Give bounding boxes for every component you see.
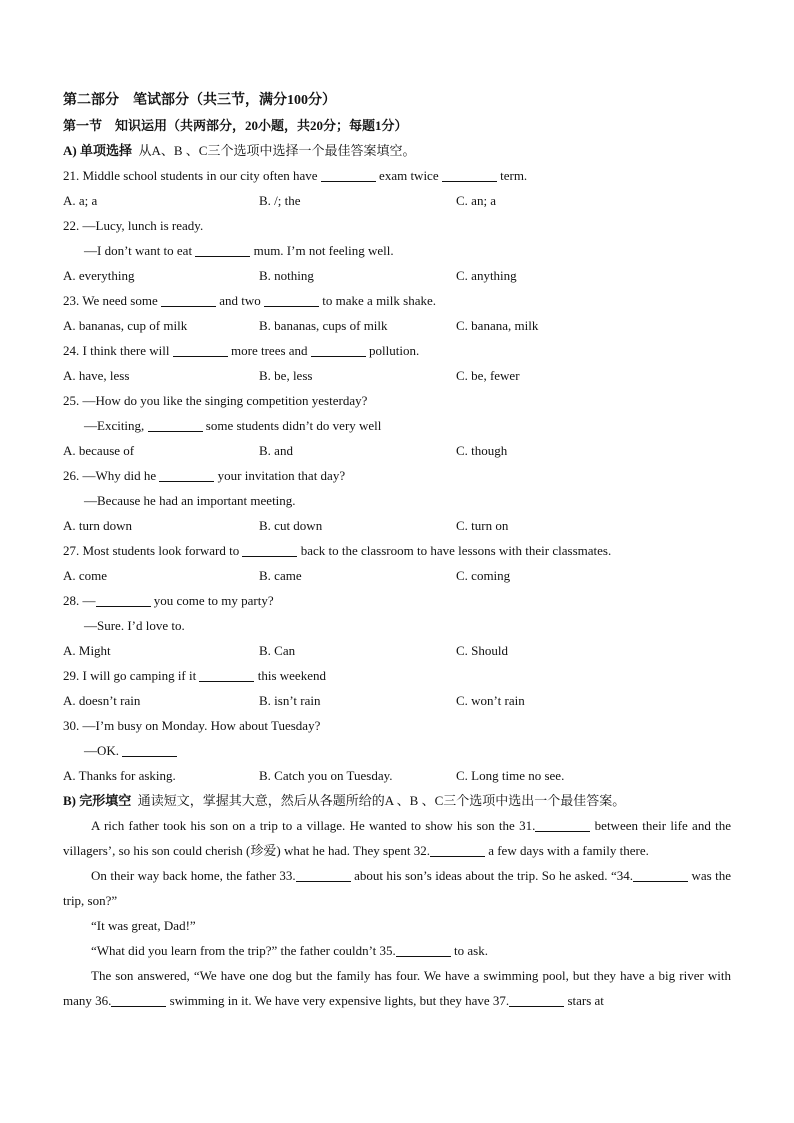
option-b[interactable]: B. came [259,568,302,583]
part-a-label: A) 单项选择 [63,143,132,158]
answer-blank[interactable] [148,417,203,432]
option-a[interactable]: A. everything [63,268,135,283]
answer-blank[interactable] [321,167,376,182]
option-a[interactable]: A. a; a [63,193,98,208]
answer-blank-37[interactable] [509,992,564,1007]
options-27 [63,563,731,588]
question-28-reply: —Sure. I’d love to. [84,618,185,633]
option-b[interactable]: B. /; the [259,193,301,208]
answer-blank-32[interactable] [430,842,485,857]
answer-blank-34[interactable] [633,867,688,882]
option-a[interactable]: A. bananas, cup of milk [63,318,188,333]
answer-blank[interactable] [161,292,216,307]
answer-blank-36[interactable] [111,992,166,1007]
options-29 [63,688,731,713]
passage-paragraph-1: A rich father took his son on a trip to a village. He wanted to show his son the 31. between their life and the villagers’, so his son could cherish (珍爱) what he had. They spent 32. a few days with a family there. [63,818,732,858]
part-title: 第二部分 笔试部分（共三节，满分100分） [63,93,336,108]
option-a[interactable]: A. doesn’t rain [63,693,141,708]
answer-blank[interactable] [264,292,319,307]
option-c[interactable]: C. won’t rain [456,693,525,708]
question-30: 30. —I’m busy on Monday. How about Tuesday? [63,718,321,733]
question-26-reply: —Because he had an important meeting. [84,493,296,508]
option-a[interactable]: A. come [63,568,108,583]
passage-paragraph-4: “What did you learn from the trip?” the father couldn’t 35. to ask. [91,943,488,958]
option-b[interactable]: B. bananas, cups of milk [259,318,388,333]
part-b-heading [63,788,731,813]
option-c[interactable]: C. though [456,443,508,458]
option-b[interactable]: B. nothing [259,268,314,283]
exam-page [63,88,731,1013]
option-b[interactable]: B. be, less [259,368,313,383]
question-21: 21. Middle school students in our city often have exam twice term. [63,168,528,183]
part-b-instruction: 通读短文，掌握其大意，然后从各题所给的A 、B 、C三个选项中选出一个最佳答案。 [137,793,626,808]
question-30-reply: —OK. [63,738,731,763]
passage-paragraph-3: “It was great, Dad!” [91,918,196,933]
options-23 [63,313,731,338]
question-26: 26. —Why did he your invitation that day? [63,468,346,483]
option-a[interactable]: A. Thanks for asking. [63,768,176,783]
options-22 [63,263,731,288]
options-26 [63,513,731,538]
passage-paragraph-2: On their way back home, the father 33. about his son’s ideas about the trip. So he asked. “34. was the trip, son?” [63,868,732,908]
option-a[interactable]: A. because of [63,443,135,458]
answer-blank-35[interactable] [396,942,451,957]
option-a[interactable]: A. Might [63,643,111,658]
answer-blank[interactable] [195,242,250,257]
answer-blank[interactable] [122,742,177,757]
option-b[interactable]: B. and [259,443,293,458]
option-c[interactable]: C. coming [456,568,511,583]
answer-blank[interactable] [96,592,151,607]
answer-blank[interactable] [311,342,366,357]
question-25-reply: —Exciting, some students didn’t do very well [84,418,382,433]
part-b-label: B) 完形填空 [63,793,132,808]
options-21 [63,188,731,213]
part-a-instruction: 从A、B 、C三个选项中选择一个最佳答案填空。 [138,143,416,158]
option-c[interactable]: C. banana, milk [456,318,539,333]
options-25 [63,438,731,463]
answer-blank-33[interactable] [296,867,351,882]
question-29: 29. I will go camping if it this weekend [63,668,326,683]
options-24 [63,363,731,388]
answer-blank[interactable] [159,467,214,482]
option-c[interactable]: C. turn on [456,518,509,533]
option-b[interactable]: B. cut down [259,518,323,533]
answer-blank-31[interactable] [535,817,590,832]
answer-blank[interactable] [173,342,228,357]
answer-blank[interactable] [242,542,297,557]
options-28 [63,638,731,663]
options-30 [63,763,731,788]
option-c[interactable]: C. be, fewer [456,368,520,383]
section-title: 第一节 知识运用（共两部分，20小题，共20分；每题1分） [63,118,408,133]
question-25: 25. —How do you like the singing competition yesterday? [63,393,368,408]
question-22-reply: —I don’t want to eat mum. I’m not feeling well. [84,243,394,258]
question-24: 24. I think there will more trees and pollution. [63,343,420,358]
answer-blank[interactable] [442,167,497,182]
option-c[interactable]: C. an; a [456,193,497,208]
option-a[interactable]: A. turn down [63,518,132,533]
option-b[interactable]: B. Catch you on Tuesday. [259,768,393,783]
passage-paragraph-5: The son answered, “We have one dog but the family has four. We have a swimming pool, but they have a big river with many 36. swimming in it. We have very expensive lights, but they have 37. stars at [63,968,731,1008]
option-c[interactable]: C. Long time no see. [456,768,565,783]
question-23: 23. We need some and two to make a milk shake. [63,293,436,308]
answer-blank[interactable] [199,667,254,682]
part-a-heading [63,138,731,163]
option-c[interactable]: C. Should [456,643,509,658]
option-b[interactable]: B. Can [259,643,296,658]
question-28: 28. — you come to my party? [63,593,274,608]
option-c[interactable]: C. anything [456,268,517,283]
option-a[interactable]: A. have, less [63,368,130,383]
question-27: 27. Most students look forward to back to the classroom to have lessons with their classmates. [63,543,612,558]
question-22: 22. —Lucy, lunch is ready. [63,218,204,233]
option-b[interactable]: B. isn’t rain [259,693,321,708]
